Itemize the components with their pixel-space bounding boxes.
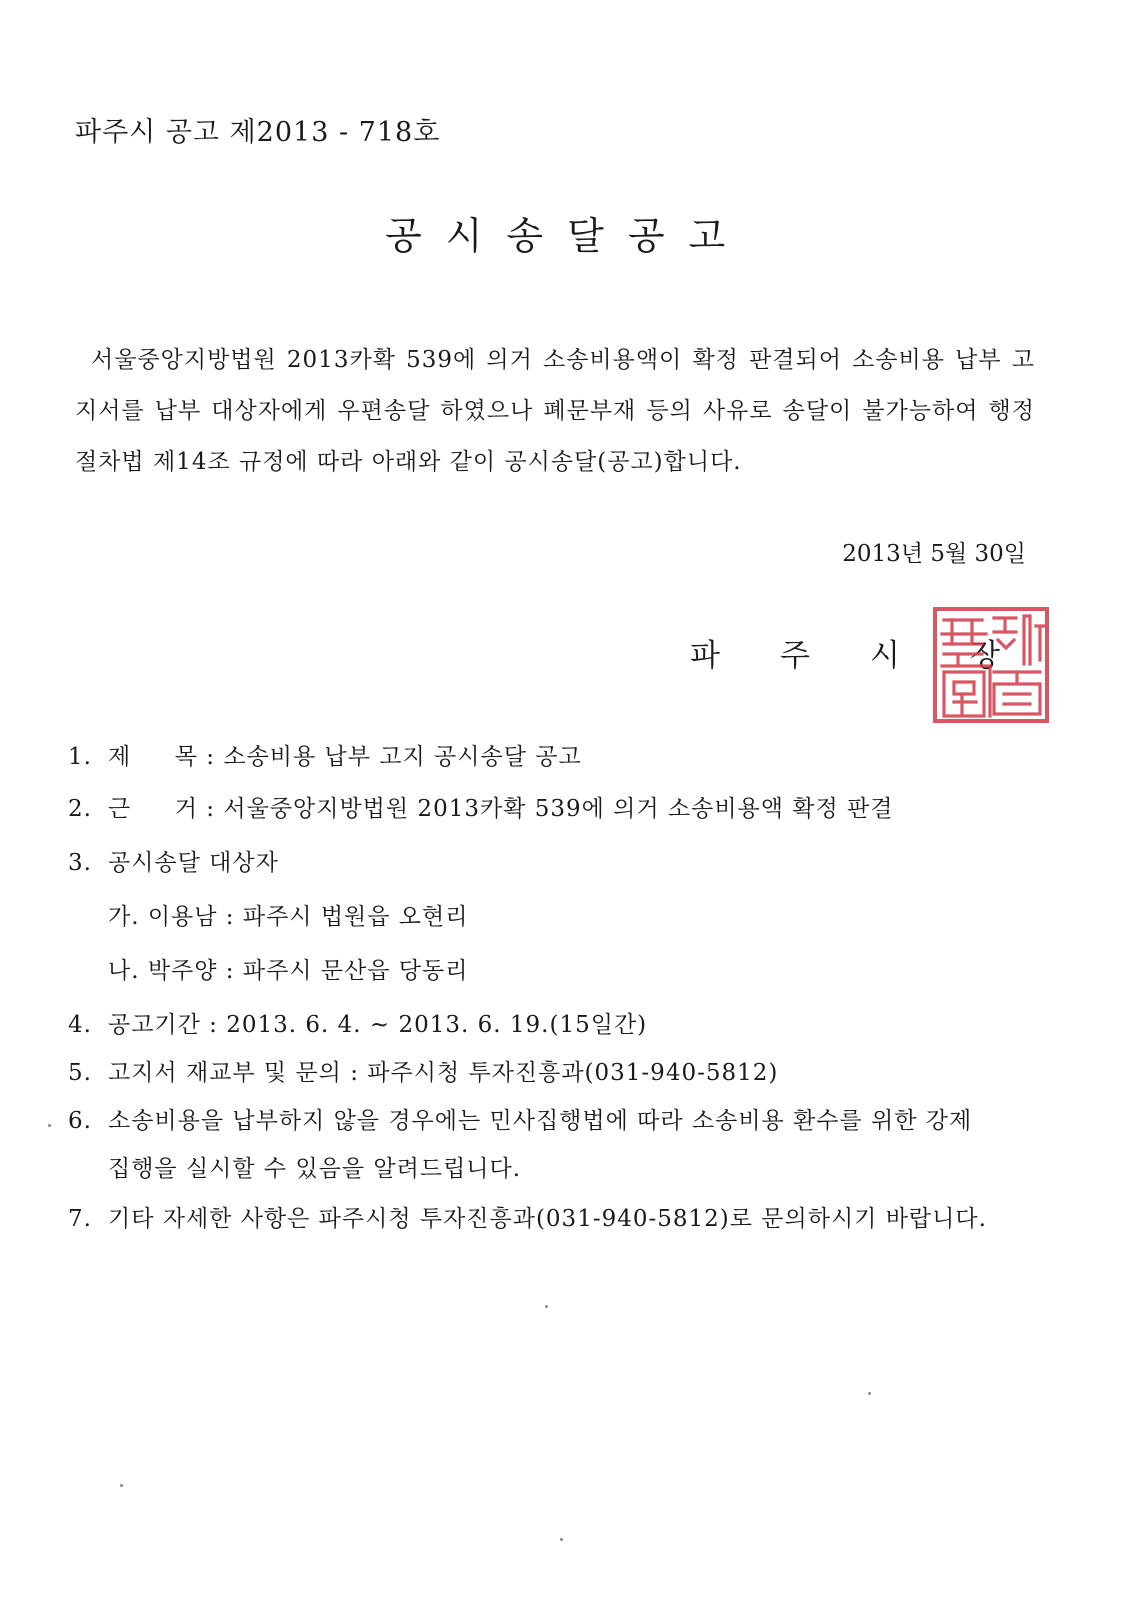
scan-speck xyxy=(120,1484,123,1487)
item-separator: : xyxy=(198,744,224,770)
item-label: 제 목 xyxy=(108,744,198,770)
scan-speck xyxy=(545,1305,548,1308)
scan-speck xyxy=(560,1538,563,1541)
item-text: 고지서 재교부 및 문의 : 파주시청 투자진흥과(031-940-5812) xyxy=(108,1060,779,1086)
item-recipients xyxy=(68,844,279,877)
issuer-char: 시 xyxy=(870,638,900,674)
item-number: 4. xyxy=(68,1012,92,1038)
item-inquiry xyxy=(68,1054,778,1087)
intro-paragraph: 서울중앙지방법원 2013카확 539에 의거 소송비용액이 확정 판결되어 소송비용 납부 고지서를 납부 대상자에게 우편송달 하였으나 폐문부재 등의 사유로 송달이 불가능하여 행정절차법 제14조 규정에 따라 아래와 같이 공시송달(공고)합니다. xyxy=(75,347,1035,475)
item-number: 1. xyxy=(68,744,92,770)
item-text: 기타 자세한 사항은 파주시청 투자진흥과(031-940-5812)로 문의하시기 바랍니다. xyxy=(108,1206,987,1232)
scan-speck xyxy=(868,1392,871,1395)
notice-date: 2013년 5월 30일 xyxy=(842,541,1026,567)
recipient-b: 나. 박주양 : 파주시 문산읍 당동리 xyxy=(108,958,469,984)
notice-number: 파주시 공고 제2013 - 718호 xyxy=(75,117,441,148)
item-enforcement-continued: 집행을 실시할 수 있음을 알려드립니다. xyxy=(108,1156,522,1182)
item-text: 서울중앙지방법원 2013카확 539에 의거 소송비용액 확정 판결 xyxy=(223,796,894,822)
item-subject xyxy=(68,738,582,771)
item-label: 근 거 xyxy=(108,796,198,822)
item-separator: : xyxy=(198,796,224,822)
official-seal xyxy=(932,606,1050,724)
item-text: 소송비용 납부 고지 공시송달 공고 xyxy=(223,744,582,770)
item-number: 2. xyxy=(68,796,92,822)
issuer-char: 장 xyxy=(970,638,1000,674)
item-number: 3. xyxy=(68,850,92,876)
item-text: 공시송달 대상자 xyxy=(108,850,279,876)
item-number: 7. xyxy=(68,1206,92,1232)
item-number: 5. xyxy=(68,1060,92,1086)
issuer-char: 주 xyxy=(780,638,810,674)
item-number: 6. xyxy=(68,1108,92,1134)
recipient-a: 가. 이용남 : 파주시 법원읍 오현리 xyxy=(108,904,469,930)
seal-graphic xyxy=(932,606,1050,724)
item-text: 공고기간 : 2013. 6. 4. ~ 2013. 6. 19.(15일간) xyxy=(108,1012,648,1038)
scan-speck xyxy=(48,1124,51,1127)
item-text: 소송비용을 납부하지 않을 경우에는 민사집행법에 따라 소송비용 환수를 위한 강제 xyxy=(108,1108,973,1134)
document-title: 공시송달공고 xyxy=(385,214,750,258)
item-enforcement xyxy=(68,1102,972,1135)
item-other xyxy=(68,1200,987,1233)
issuer-char: 파 xyxy=(690,638,720,674)
item-period xyxy=(68,1006,647,1039)
item-basis xyxy=(68,790,893,823)
